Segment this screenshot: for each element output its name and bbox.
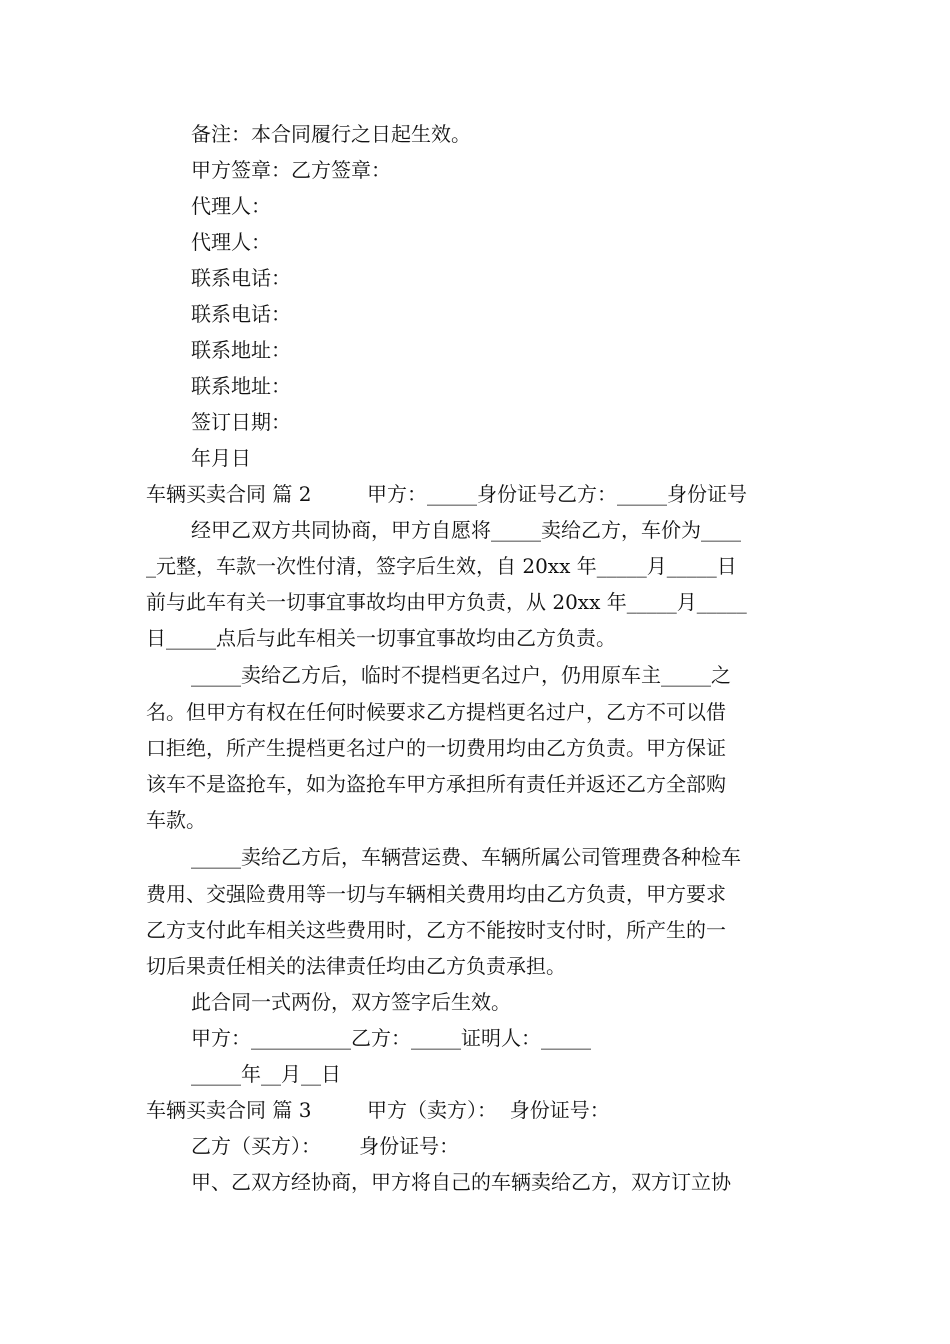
seal-line: 甲方签章：乙方签章： [191,158,391,182]
paragraph-line: 费用、交强险费用等一切与车辆相关费用均由乙方负责，甲方要求 [146,882,726,906]
agent-line: 代理人： [191,194,271,218]
contract-3-buyer: 乙方（买方）： 身份证号： [191,1134,460,1158]
paragraph-line: 口拒绝，所产生提档更名过户的一切费用均由乙方负责。甲方保证 [146,736,726,760]
contract-3-seller: 甲方（卖方）： 身份证号： [367,1098,610,1122]
paragraph-line: 乙方支付此车相关这些费用时，乙方不能按时支付时，所产生的一 [146,918,726,942]
address-line: 联系地址： [191,338,291,362]
contract-3-heading [146,1092,806,1128]
contract-2-parties: 甲方：_____身份证号乙方：_____身份证号 [367,482,747,506]
agent-line: 代理人： [191,230,271,254]
phone-line: 联系电话： [191,302,291,326]
paragraph-line: 切后果责任相关的法律责任均由乙方负责承担。 [146,954,566,978]
contract-2-heading [146,476,806,512]
sign-date-line: 签订日期： [191,410,291,434]
paragraph-line: 此合同一式两份，双方签字后生效。 [191,990,511,1014]
paragraph-line: _____卖给乙方后，临时不提档更名过户，仍用原车主_____之 [191,663,731,687]
address-line: 联系地址： [191,374,291,398]
contract-3-title: 车辆买卖合同 篇 3 [146,1098,312,1122]
date-line: 年月日 [191,446,251,470]
paragraph-line: 前与此车有关一切事宜事故均由甲方负责，从 20xx 年_____月_____ [146,590,747,614]
paragraph-line: 甲、乙双方经协商，甲方将自己的车辆卖给乙方，双方订立协 [191,1170,731,1194]
date-line: _____年__月__日 [191,1062,341,1086]
paragraph-line: _____卖给乙方后，车辆营运费、车辆所属公司管理费各种检车 [191,845,741,869]
phone-line: 联系电话： [191,266,291,290]
signers-line: 甲方：__________乙方：_____证明人：_____ [191,1026,591,1050]
contract-2-title: 车辆买卖合同 篇 2 [146,482,312,506]
note-line: 备注：本合同履行之日起生效。 [191,122,471,146]
paragraph-line: 该车不是盗抢车，如为盗抢车甲方承担所有责任并返还乙方全部购 [146,772,726,796]
paragraph-line: 车款。 [146,808,206,832]
paragraph-line: 日_____点后与此车相关一切事宜事故均由乙方负责。 [146,626,616,650]
paragraph-line: 经甲乙双方共同协商，甲方自愿将_____卖给乙方，车价为____ [191,518,741,542]
paragraph-line: _元整，车款一次性付清，签字后生效，自 20xx 年_____月_____日 [146,554,737,578]
paragraph-line: 名。但甲方有权在任何时候要求乙方提档更名过户，乙方不可以借 [146,700,726,724]
